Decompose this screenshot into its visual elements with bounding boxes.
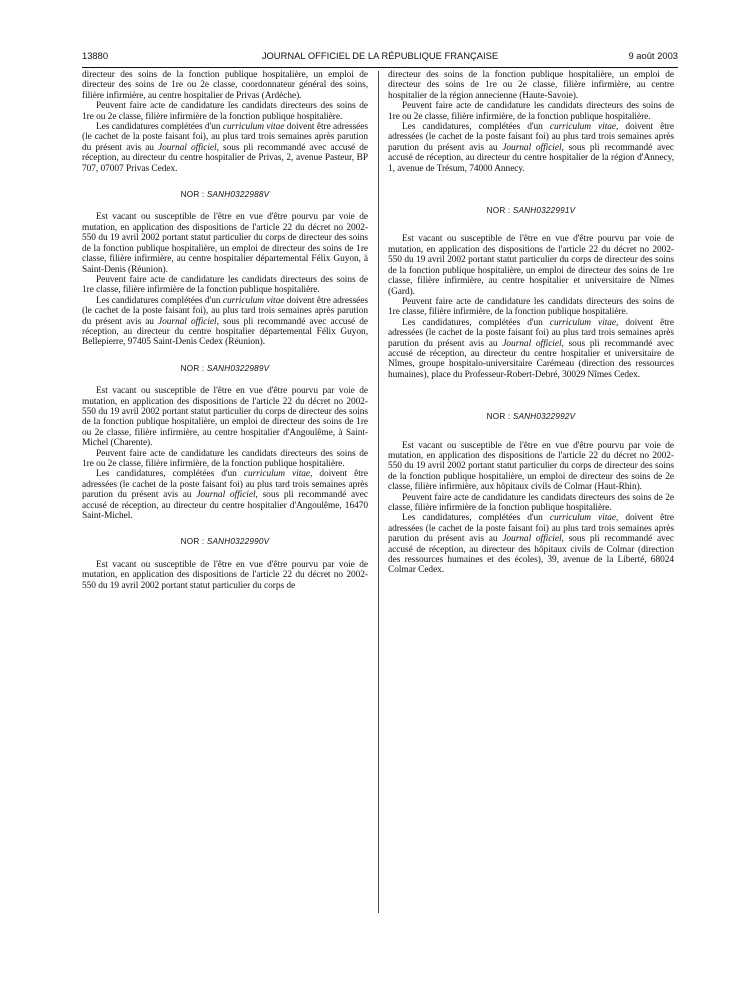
notice-paragraph: Est vacant ou susceptible de l'être en vue d'être pourvu par voie de mutation, en application des dispositions de l'article 22 du décret no 2002-550 du 19 avril 2002 portant statut particulier du corps de <box>82 559 368 591</box>
notice-paragraph: Est vacant ou susceptible de l'être en vue d'être pourvu par voie de mutation, en application des dispositions de l'article 22 du décret no 2002-550 du 19 avril 2002 portant statut particulier du corps de directeur des soins de la fonction publique hospitalière, un emploi de directeur des soins de 1re classe, filière infirmière, au centre hospitalier et universitaire de Nîmes (Gard). <box>388 234 674 297</box>
nor-reference: NOR : SANH0322989V <box>180 363 270 373</box>
notice-paragraph: Est vacant ou susceptible de l'être en vue d'être pourvu par voie de mutation, en application des dispositions de l'article 22 du décret no 2002-550 du 19 avril 2002 portant statut particulier du corps de directeur des soins de la fonction publique hospitalière, un emploi de directeur des soins de 2e classe, filière infirmière, aux hôpitaux civils de Colmar (Haut-Rhin). <box>388 440 674 493</box>
notice-paragraph: Peuvent faire acte de candidature les candidats directeurs des soins de 1re ou 2e classe, filière infirmière, de la fonction publique hospitalière. <box>388 101 674 122</box>
notice-paragraph: Les candidatures complétées d'un curriculum vitae doivent être adressées (le cachet de la poste faisant foi), au plus tard trois semaines après parution du présent avis au Journal officiel, sous pli recommandé avec accusé de réception, au directeur du centre hospitalier départemental Félix Guyon, Bellepierre, 97405 Saint-Denis Cedex (Réunion). <box>82 295 368 348</box>
notice-paragraph: Les candidatures, complétées d'un curriculum vitae, doivent être adressées (le cachet de la poste faisant foi) au plus tard trois semaines après parution du présent avis au Journal officiel, sous pli recommandé avec accusé de réception, au directeur des hôpitaux civils de Colmar (direction des ressources humaines et des écoles), 39, avenue de la Liberté, 68024 Colmar Cedex. <box>388 513 674 576</box>
notice-paragraph: directeur des soins de la fonction publique hospitalière, un emploi de directeur des soins de 1re ou 2e classe, coordonnateur général des soins, filière infirmière, au centre hospitalier de Privas (Ardèche). <box>82 70 368 101</box>
left-column <box>82 70 368 591</box>
notice-paragraph: Les candidatures, complétées d'un curriculum vitae, doivent être adressées (le cachet de la poste faisant foi) au plus tard trois semaines après parution du présent avis au Journal officiel, sous pli recommandé avec accusé de réception, au directeur du centre hospitalier et universitaire de Nîmes, groupe hospitalo-universitaire Carémeau (direction des ressources humaines), place du Professeur-Robert-Debré, 30029 Nîmes Cedex. <box>388 317 674 380</box>
notice-paragraph: Peuvent faire acte de candidature les candidats directeurs des soins de 1re classe, filière infirmière, de la fonction publique hospitalière. <box>388 296 674 318</box>
nor-reference: NOR : SANH0322988V <box>180 190 270 200</box>
nor-reference: NOR : SANH0322990V <box>180 537 270 547</box>
nor-reference: NOR : SANH0322992V <box>486 412 576 422</box>
notice-paragraph: Les candidatures complétées d'un curriculum vitae doivent être adressées (le cachet de la poste faisant foi), au plus tard trois semaines après parution du présent avis au Journal officiel, sous pli recommandé avec accusé de réception, au directeur du centre hospitalier de Privas, 2, avenue Pasteur, BP 707, 07007 Privas Cedex. <box>82 122 368 174</box>
notice-paragraph: Est vacant ou susceptible de l'être en vue d'être pourvu par voie de mutation, en application des dispositions de l'article 22 du décret no 2002-550 du 19 avril 2002 portant statut particulier du corps de directeur des soins de la fonction publique hospitalière, un emploi de directeur des soins de 1re ou 2e classe, filière infirmière, au centre hospitalier d'Angoulême, à Saint-Michel (Charente). <box>82 386 368 449</box>
notice-paragraph: Peuvent faire acte de candidature les candidats directeurs des soins de 1re classe, filière infirmière de la fonction publique hospitalière. <box>82 274 368 296</box>
journal-title: JOURNAL OFFICIEL DE LA RÉPUBLIQUE FRANÇAISE <box>261 50 499 61</box>
notice-paragraph: directeur des soins de la fonction publique hospitalière, un emploi de directeur des soins de 1re ou 2e classe, filière infirmière, au centre hospitalier de la région annecienne (Haute-Savoie). <box>388 70 674 101</box>
page-header <box>82 50 678 64</box>
notice-paragraph: Les candidatures, complétées d'un curriculum vitae, doivent être adressées (le cachet de la poste faisant foi) au plus tard trois semaines après parution du présent avis au Journal officiel, sous pli recommandé avec accusé de réception, au directeur du centre hospitalier d'Angoulême, 16470 Saint-Michel. <box>82 469 368 522</box>
notice-paragraph: Peuvent faire acte de candidature les candidats directeurs des soins de 2e classe, filière infirmière de la fonction publique hospitalière. <box>388 492 674 513</box>
page-number: 13880 <box>82 50 109 61</box>
nor-reference: NOR : SANH0322991V <box>486 206 576 216</box>
notice-paragraph: Peuvent faire acte de candidature les candidats directeurs des soins de 1re ou 2e classe, filière infirmière, de la fonction publique hospitalière. <box>82 448 368 469</box>
header-rule <box>82 67 678 68</box>
column-separator <box>378 71 379 913</box>
notice-paragraph: Est vacant ou susceptible de l'être en vue d'être pourvu par voie de mutation, en application des dispositions de l'article 22 du décret no 2002-550 du 19 avril 2002 portant statut particulier du corps de directeur des soins de la fonction publique hospitalière, un emploi de directeur des soins de 1re classe, filière infirmière, au centre hospitalier départemental Félix Guyon, à Saint-Denis (Réunion). <box>82 212 368 275</box>
notice-paragraph: Les candidatures, complétées d'un curriculum vitae, doivent être adressées (le cachet de la poste faisant foi) au plus tard trois semaines après parution du présent avis au Journal officiel, sous pli recommandé avec accusé de réception, au directeur du centre hospitalier de la région d'Annecy, 1, avenue de Trésum, 74000 Annecy. <box>388 122 674 174</box>
right-column <box>388 70 674 576</box>
issue-date: 9 août 2003 <box>628 50 678 61</box>
notice-paragraph: Peuvent faire acte de candidature les candidats directeurs des soins de 1re ou 2e classe, filière infirmière de la fonction publique hospitalière. <box>82 101 368 122</box>
